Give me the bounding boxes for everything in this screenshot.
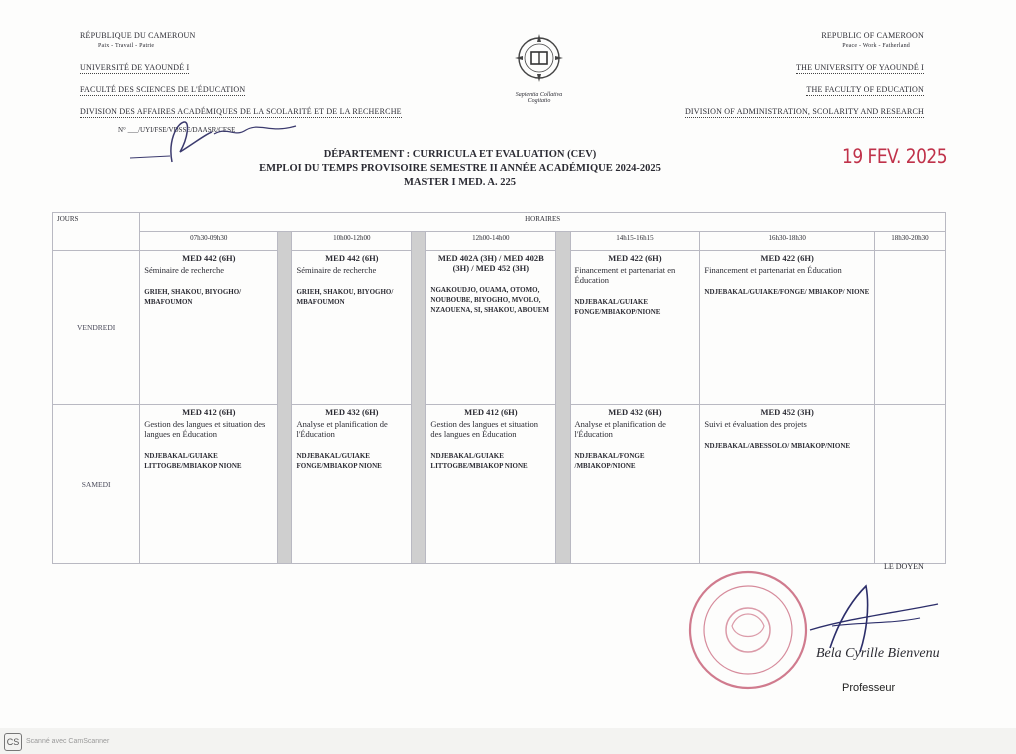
lecturers: NDJEBAKAL/GUIAKE LITTOGBE/MBIAKOP NIONE xyxy=(144,452,242,471)
header-left-university: UNIVERSITÉ DE YAOUNDÉ I xyxy=(80,63,190,72)
table-row xyxy=(53,405,946,564)
course-code: MED 412 (6H) xyxy=(464,407,518,418)
course-code: MED 422 (6H) xyxy=(760,253,814,264)
header-right-university: THE UNIVERSITY OF YAOUNDÉ I xyxy=(796,63,924,72)
dean-label: LE DOYEN xyxy=(884,562,924,571)
document-title-block xyxy=(210,148,710,190)
break-column xyxy=(412,232,426,564)
course-title: Gestion des langues et situation des langues en Éducation xyxy=(144,419,266,440)
lecturers: GRIEH, SHAKOU, BIYOGHO/ MBAFOUMON xyxy=(296,288,394,307)
schedule-title: EMPLOI DU TEMPS PROVISOIRE SEMESTRE II ANNÉE ACADÉMIQUE 2024-2025 xyxy=(259,163,661,174)
timetable-cell xyxy=(292,405,412,564)
table-row xyxy=(53,251,946,405)
time-slot-4: 14h15-16h15 xyxy=(570,232,700,251)
dean-name: Bela Cyrille Bienvenu xyxy=(816,646,940,661)
reference-number: N° ___/UYI/FSE/VDSSE/DAASR/CESE xyxy=(118,126,236,134)
course-title: Gestion des langues et situation des langues en Éducation xyxy=(430,419,539,440)
course-code: MED 402A (3H) / MED 402B (3H) / MED 452 (3H) xyxy=(437,253,544,274)
lecturers: GRIEH, SHAKOU, BIYOGHO/ MBAFOUMON xyxy=(144,288,242,307)
timetable-cell-empty xyxy=(874,405,945,564)
timetable-cell xyxy=(292,251,412,405)
camscanner-icon: CS xyxy=(4,733,22,751)
camscanner-watermark-text: Scanné avec CamScanner xyxy=(26,738,110,745)
header-left-division: DIVISION DES AFFAIRES ACADÉMIQUES DE LA SCOLARITÉ ET DE LA RECHERCHE xyxy=(80,107,402,116)
lecturers: NDJEBAKAL/FONGE /MBIAKOP/NIONE xyxy=(574,452,645,471)
header-jours: JOURS xyxy=(53,213,140,251)
university-emblem-logo xyxy=(510,28,568,98)
day-label: SAMEDI xyxy=(53,405,140,564)
logo-caption: Sapientia Collativa Cogitatio xyxy=(515,92,563,104)
lecturers: NDJEBAKAL/ABESSOLO/ MBIAKOP/NIONE xyxy=(704,442,851,451)
lecturers: NGAKOUDJO, OUAMA, OTOMO, NOUBOUBE, BIYOGHO, MVOLO, NZAOUENA, SI, SHAKOU, ABOUEM xyxy=(430,286,550,315)
header-right-block xyxy=(685,30,924,128)
break-column xyxy=(556,232,570,564)
dean-handwritten-signature xyxy=(770,578,960,688)
course-title: Financement et partenariat en Éducation xyxy=(704,265,842,276)
timetable-cell xyxy=(140,405,278,564)
timetable-cell xyxy=(426,405,556,564)
course-code: MED 432 (6H) xyxy=(325,407,379,418)
course-title: Suivi et évaluation des projets xyxy=(704,419,807,430)
header-right-country: REPUBLIC OF CAMEROON xyxy=(821,31,924,40)
course-title: Analyse et planification de l'Éducation xyxy=(574,419,666,440)
class-title: MASTER I MED. A. 225 xyxy=(403,177,516,188)
lecturers: NDJEBAKAL/GUIAKE FONGE/MBIAKOP NIONE xyxy=(296,452,382,471)
header-right-motto: Peace - Work - Fatherland xyxy=(842,43,910,49)
scanner-footer xyxy=(0,728,1016,754)
course-code: MED 452 (3H) xyxy=(760,407,814,418)
header-horaires: HORAIRES xyxy=(140,213,946,232)
time-slot-1: 07h30-09h30 xyxy=(140,232,278,251)
header-left-faculty: FACULTÉ DES SCIENCES DE L'ÉDUCATION xyxy=(80,85,246,94)
course-title: Séminaire de recherche xyxy=(296,265,377,276)
header-right-faculty: THE FACULTY OF EDUCATION xyxy=(806,85,924,94)
timetable-cell xyxy=(426,251,556,405)
timetable-cell xyxy=(140,251,278,405)
course-title: Séminaire de recherche xyxy=(144,265,225,276)
timetable-cell xyxy=(700,405,875,564)
time-slot-3: 12h00-14h00 xyxy=(426,232,556,251)
timetable-cell-empty xyxy=(874,251,945,405)
header-left-country: RÉPUBLIQUE DU CAMEROUN xyxy=(80,31,196,40)
course-code: MED 422 (6H) xyxy=(608,253,662,264)
course-title: Analyse et planification de l'Éducation xyxy=(296,419,388,440)
course-code: MED 442 (6H) xyxy=(182,253,236,264)
timetable-cell xyxy=(700,251,875,405)
course-code: MED 442 (6H) xyxy=(325,253,379,264)
course-code: MED 412 (6H) xyxy=(182,407,236,418)
course-code: MED 432 (6H) xyxy=(608,407,662,418)
time-slot-5: 16h30-18h30 xyxy=(700,232,875,251)
course-title: Financement et partenariat en Éducation xyxy=(574,265,676,286)
timetable-cell xyxy=(570,251,700,405)
lecturers: NDJEBAKAL/GUIAKE LITTOGBE/MBIAKOP NIONE xyxy=(430,452,528,471)
timetable xyxy=(52,212,946,564)
lecturers: NDJEBAKAL/GUIAKE/FONGE/ MBIAKOP/ NIONE xyxy=(704,288,870,297)
header-left-motto: Paix - Travail - Patrie xyxy=(98,43,155,49)
day-label: VENDREDI xyxy=(53,251,140,405)
time-slot-6: 18h30-20h30 xyxy=(874,232,945,251)
break-column xyxy=(278,232,292,564)
date-stamp: 19 FEV. 2025 xyxy=(842,145,948,169)
timetable-cell xyxy=(570,405,700,564)
department-title: DÉPARTEMENT : CURRICULA ET EVALUATION (CEV) xyxy=(323,149,597,160)
dean-title: Professeur xyxy=(842,682,896,694)
time-slot-2: 10h00-12h00 xyxy=(292,232,412,251)
header-right-division: DIVISION OF ADMINISTRATION, SCOLARITY AND RESEARCH xyxy=(684,107,924,116)
lecturers: NDJEBAKAL/GUIAKE FONGE/MBIAKOP/NIONE xyxy=(574,298,661,317)
